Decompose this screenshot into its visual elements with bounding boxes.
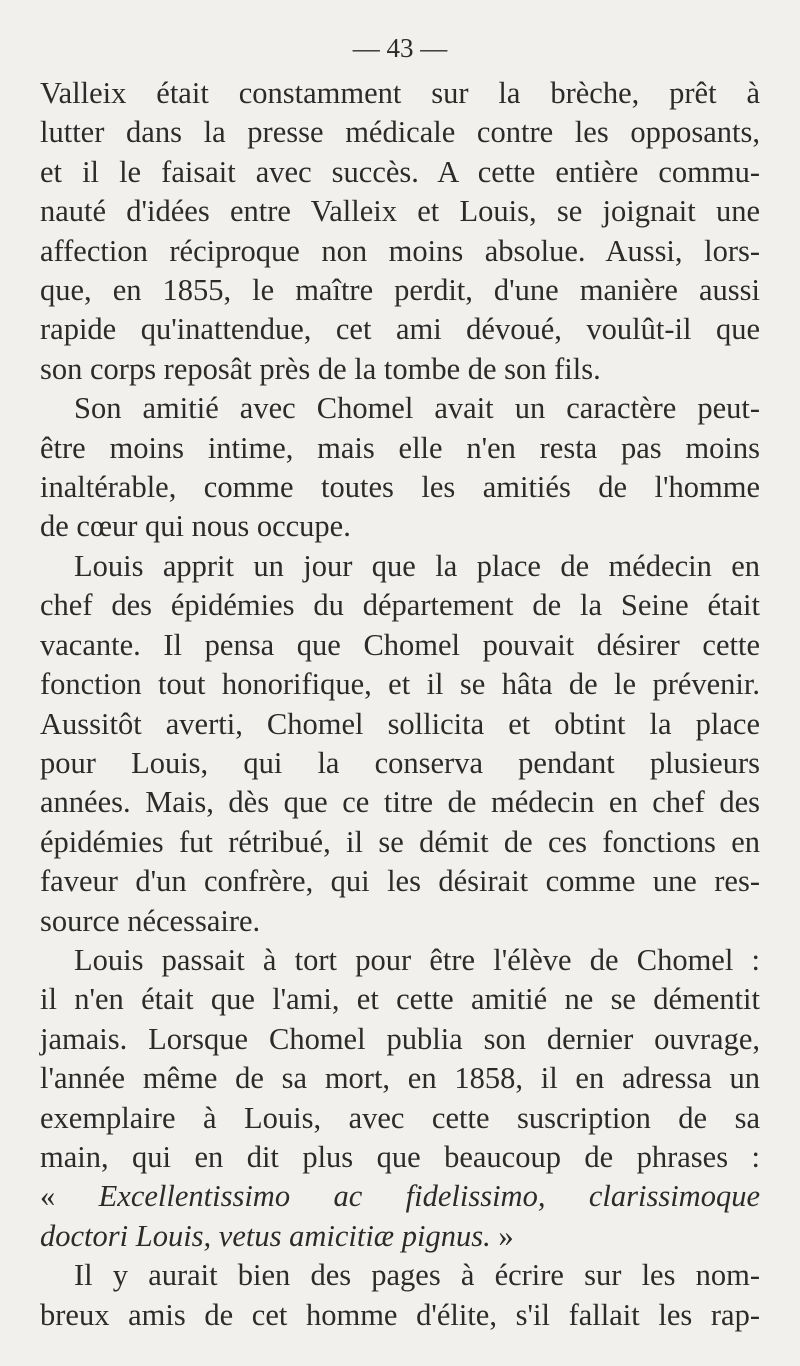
paragraph-5 [40,1256,760,1335]
text-line: source nécessaire. [40,903,261,938]
close-guillemet: » [490,1218,514,1253]
text-line: que, en 1855, le maître perdit, d'une manière aussi [40,273,760,308]
latin-quote-text-1: Excellentissimo ac fidelissimo, clarissimoque [98,1179,760,1214]
text-line: nauté d'idées entre Valleix et Louis, se joignait une [40,194,760,229]
text-line: Son amitié avec Chomel avait un caractère peut- [74,391,760,426]
paragraph-1 [40,74,760,389]
text-line: années. Mais, dès que ce titre de médecin en chef des [40,785,760,820]
text-line: être moins intime, mais elle n'en resta pas moins [40,430,760,465]
text-line: exemplaire à Louis, avec cette suscription de sa [40,1100,760,1135]
text-line: vacante. Il pensa que Chomel pouvait désirer cette [40,627,760,662]
text-line: épidémies fut rétribué, il se démit de ces fonctions en [40,824,760,859]
text-line: l'année même de sa mort, en 1858, il en adressa un [40,1061,760,1096]
text-line: main, qui en dit plus que beaucoup de phrases : [40,1139,760,1174]
paragraph-3 [40,547,760,941]
text-line: rapide qu'inattendue, cet ami dévoué, voulût-il que [40,312,760,347]
text-line: fonction tout honorifique, et il se hâta de le prévenir. [40,667,760,702]
text-line: Valleix était constamment sur la brèche, prêt à [40,76,760,110]
text-line: chef des épidémies du département de la Seine était [40,588,760,623]
paragraph-2 [40,389,760,547]
text-line: il n'en était que l'ami, et cette amitié ne se démentit [40,982,760,1017]
text-line: Aussitôt averti, Chomel sollicita et obtint la place [40,706,760,741]
text-line: lutter dans la presse médicale contre les opposants, [40,115,760,150]
text-line: et il le faisait avec succès. A cette entière commu- [40,154,760,189]
text-line: Il y aurait bien des pages à écrire sur les nom- [74,1258,760,1293]
text-line: son corps reposât près de la tombe de son fils. [40,351,601,386]
text-line: jamais. Lorsque Chomel publia son dernier ouvrage, [40,1021,760,1056]
text-line: faveur d'un confrère, qui les désirait comme une res- [40,864,760,899]
latin-quote-line-1 [40,1177,760,1216]
open-guillemet: « [40,1179,99,1214]
page-number: — 43 — [352,33,448,63]
latin-quote-text-2: doctori Louis, vetus amicitiæ pignus. [40,1218,491,1253]
paragraph-4 [40,941,760,1256]
text-line: pour Louis, qui la conserva pendant plusieurs [40,745,760,780]
latin-quote-line-2 [40,1217,760,1256]
text-line: inaltérable, comme toutes les amitiés de l'homme [40,470,760,505]
text-line: breux amis de cet homme d'élite, s'il fallait les rap- [40,1297,760,1332]
text-line: affection réciproque non moins absolue. Aussi, lors- [40,233,760,268]
text-line: Louis passait à tort pour être l'élève de Chomel : [74,942,760,977]
text-line: de cœur qui nous occupe. [40,509,351,544]
text-line: Louis apprit un jour que la place de médecin en [74,548,760,583]
